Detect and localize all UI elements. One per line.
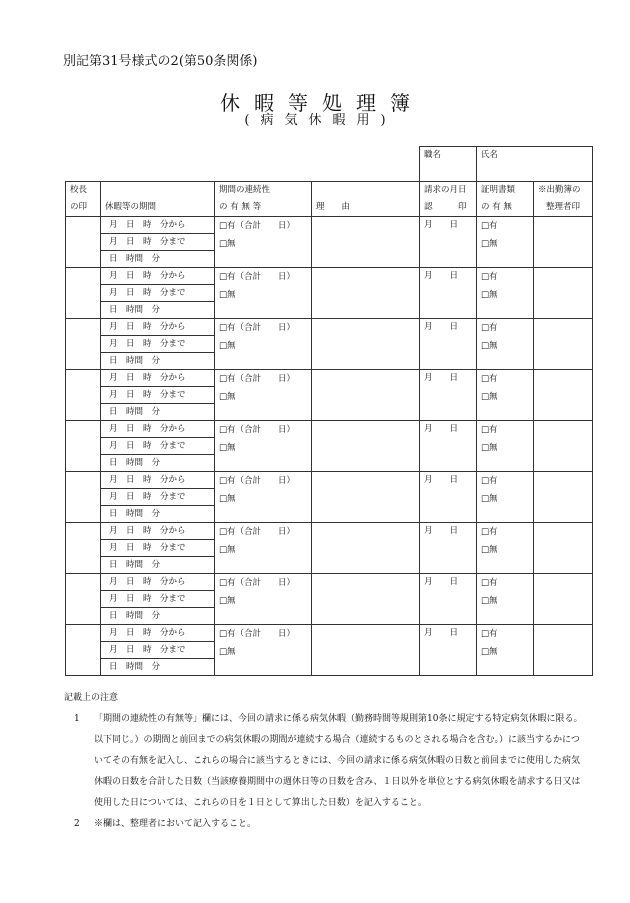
leave-entry-row bbox=[66, 625, 593, 676]
continuity-no-checkbox[interactable]: □無 bbox=[219, 290, 236, 300]
continuity-cell[interactable] bbox=[215, 268, 312, 319]
col-continuity: 期間の連続性 の 有 無 等 bbox=[215, 182, 312, 217]
registrar-seal-cell[interactable] bbox=[534, 217, 593, 268]
certificate-no-checkbox[interactable]: □無 bbox=[481, 494, 498, 504]
notes-heading: 記載上の注意 bbox=[64, 693, 119, 703]
certificate-cell[interactable] bbox=[477, 217, 534, 268]
principal-seal-cell[interactable] bbox=[66, 421, 101, 472]
reason-cell[interactable] bbox=[312, 268, 420, 319]
period-duration: 日 時間 分 bbox=[109, 662, 161, 672]
registrar-seal-cell[interactable] bbox=[534, 472, 593, 523]
certificate-yes-checkbox[interactable]: □有 bbox=[481, 221, 498, 231]
continuity-cell[interactable] bbox=[215, 319, 312, 370]
certificate-no-checkbox[interactable]: □無 bbox=[481, 443, 498, 453]
principal-seal-cell[interactable] bbox=[66, 625, 101, 676]
certificate-yes-checkbox[interactable]: □有 bbox=[481, 425, 498, 435]
period-to: 月 日 時 分まで bbox=[101, 591, 214, 608]
period-duration: 日 時間 分 bbox=[109, 305, 161, 315]
request-date-cell[interactable]: 月 日 bbox=[420, 421, 477, 472]
continuity-cell[interactable] bbox=[215, 523, 312, 574]
continuity-no-checkbox[interactable]: □無 bbox=[219, 443, 236, 453]
registrar-seal-cell[interactable] bbox=[534, 319, 593, 370]
continuity-no-checkbox[interactable]: □無 bbox=[219, 545, 236, 555]
registrar-seal-cell[interactable] bbox=[534, 370, 593, 421]
reason-cell[interactable] bbox=[312, 523, 420, 574]
period-from: 月 日 時 分から bbox=[101, 625, 214, 642]
leave-period-cell[interactable] bbox=[101, 217, 215, 268]
leave-entry-row bbox=[66, 319, 593, 370]
registrar-seal-cell[interactable] bbox=[534, 574, 593, 625]
reason-cell[interactable] bbox=[312, 370, 420, 421]
leave-period-cell[interactable] bbox=[101, 574, 215, 625]
period-duration: 日 時間 分 bbox=[109, 254, 161, 264]
leave-entry-row bbox=[66, 370, 593, 421]
certificate-cell[interactable] bbox=[477, 370, 534, 421]
continuity-yes-checkbox[interactable]: □有（合計 日） bbox=[219, 476, 296, 486]
continuity-yes-checkbox[interactable]: □有（合計 日） bbox=[219, 527, 296, 537]
certificate-no-checkbox[interactable]: □無 bbox=[481, 647, 498, 657]
leave-period-cell[interactable] bbox=[101, 268, 215, 319]
continuity-yes-checkbox[interactable]: □有（合計 日） bbox=[219, 323, 296, 333]
certificate-yes-checkbox[interactable]: □有 bbox=[481, 527, 498, 537]
form-reference: 別記第31号様式の2(第50条関係) bbox=[63, 54, 258, 69]
leave-period-cell[interactable] bbox=[101, 472, 215, 523]
certificate-no-checkbox[interactable]: □無 bbox=[481, 596, 498, 606]
continuity-no-checkbox[interactable]: □無 bbox=[219, 494, 236, 504]
certificate-yes-checkbox[interactable]: □有 bbox=[481, 578, 498, 588]
certificate-no-checkbox[interactable]: □無 bbox=[481, 341, 498, 351]
reason-cell[interactable] bbox=[312, 574, 420, 625]
continuity-no-checkbox[interactable]: □無 bbox=[219, 239, 236, 249]
note-item-1: 1 「期間の連続性の有無等」欄には、今回の請求に係る病気休暇（勤務時間等規則第10条に規定する特定病気休暇に限る。以下同じ。）の期間と前回までの病気休暇の期間が連続する場合（連続するものとされる場合を含む。）に該当するかについてその有無を記入し、これらの場合に該当するときには、今回の請求に係る病気休暇の日数と前回までに使用した病気休暇の日数を合計した日数（当該療養期間中の週休日等の日数を含み、１日以外を単位とする病気休暇を請求する日又は使用した日については、これらの日を１日として算出した日数）を記入すること。 bbox=[74, 714, 583, 808]
certificate-cell[interactable] bbox=[477, 268, 534, 319]
period-to: 月 日 時 分まで bbox=[101, 438, 214, 455]
leave-entry-row bbox=[66, 268, 593, 319]
period-from: 月 日 時 分から bbox=[101, 217, 214, 234]
form-title: 休暇等処理簿 bbox=[220, 91, 424, 115]
certificate-yes-checkbox[interactable]: □有 bbox=[481, 374, 498, 384]
certificate-cell[interactable] bbox=[477, 319, 534, 370]
period-from: 月 日 時 分から bbox=[101, 523, 214, 540]
request-date-cell[interactable]: 月 日 bbox=[420, 319, 477, 370]
leave-period-cell[interactable] bbox=[101, 625, 215, 676]
period-to: 月 日 時 分まで bbox=[101, 489, 214, 506]
certificate-yes-checkbox[interactable]: □有 bbox=[481, 323, 498, 333]
certificate-cell[interactable] bbox=[477, 523, 534, 574]
col-leave-period: 休暇等の期間 bbox=[101, 182, 215, 217]
request-date-cell[interactable]: 月 日 bbox=[420, 217, 477, 268]
continuity-cell[interactable] bbox=[215, 625, 312, 676]
certificate-cell[interactable] bbox=[477, 472, 534, 523]
certificate-cell[interactable] bbox=[477, 574, 534, 625]
notes-section bbox=[64, 688, 584, 835]
continuity-yes-checkbox[interactable]: □有（合計 日） bbox=[219, 272, 296, 282]
name-cell[interactable]: 氏名 bbox=[477, 147, 593, 182]
continuity-cell[interactable] bbox=[215, 574, 312, 625]
period-duration: 日 時間 分 bbox=[109, 458, 161, 468]
principal-seal-cell[interactable] bbox=[66, 217, 101, 268]
certificate-yes-checkbox[interactable]: □有 bbox=[481, 272, 498, 282]
principal-seal-cell[interactable] bbox=[66, 472, 101, 523]
leave-period-cell[interactable] bbox=[101, 319, 215, 370]
period-from: 月 日 時 分から bbox=[101, 472, 214, 489]
certificate-yes-checkbox[interactable]: □有 bbox=[481, 629, 498, 639]
certificate-no-checkbox[interactable]: □無 bbox=[481, 392, 498, 402]
col-reason: 理 由 bbox=[312, 182, 420, 217]
period-duration: 日 時間 分 bbox=[109, 509, 161, 519]
col-request-date: 請求の月日 認 印 bbox=[420, 182, 477, 217]
period-duration: 日 時間 分 bbox=[109, 611, 161, 621]
continuity-no-checkbox[interactable]: □無 bbox=[219, 392, 236, 402]
period-to: 月 日 時 分まで bbox=[101, 234, 214, 251]
reason-cell[interactable] bbox=[312, 319, 420, 370]
header-row-columns bbox=[66, 182, 593, 217]
leave-entry-row bbox=[66, 217, 593, 268]
leave-entry-row bbox=[66, 472, 593, 523]
principal-seal-cell[interactable] bbox=[66, 523, 101, 574]
period-to: 月 日 時 分まで bbox=[101, 540, 214, 557]
leave-entry-row bbox=[66, 523, 593, 574]
registrar-seal-cell[interactable] bbox=[534, 523, 593, 574]
period-to: 月 日 時 分まで bbox=[101, 336, 214, 353]
reason-cell[interactable] bbox=[312, 421, 420, 472]
request-date-cell[interactable]: 月 日 bbox=[420, 370, 477, 421]
certificate-no-checkbox[interactable]: □無 bbox=[481, 239, 498, 249]
period-duration: 日 時間 分 bbox=[109, 356, 161, 366]
request-date-cell[interactable]: 月 日 bbox=[420, 472, 477, 523]
registrar-seal-cell[interactable] bbox=[534, 268, 593, 319]
leave-entry-row bbox=[66, 421, 593, 472]
continuity-cell[interactable] bbox=[215, 370, 312, 421]
certificate-no-checkbox[interactable]: □無 bbox=[481, 290, 498, 300]
reason-cell[interactable] bbox=[312, 217, 420, 268]
leave-period-cell[interactable] bbox=[101, 370, 215, 421]
certificate-yes-checkbox[interactable]: □有 bbox=[481, 476, 498, 486]
leave-period-cell[interactable] bbox=[101, 523, 215, 574]
col-registrar-seal: ※出勤簿の 整理者印 bbox=[534, 182, 593, 217]
request-date-cell[interactable]: 月 日 bbox=[420, 574, 477, 625]
continuity-no-checkbox[interactable]: □無 bbox=[219, 647, 236, 657]
form-subtitle: (病気休暇用) bbox=[244, 113, 397, 128]
reason-cell[interactable] bbox=[312, 625, 420, 676]
col-principal-seal: 校長 の印 bbox=[66, 182, 101, 217]
request-date-cell[interactable]: 月 日 bbox=[420, 523, 477, 574]
period-from: 月 日 時 分から bbox=[101, 421, 214, 438]
request-date-cell[interactable]: 月 日 bbox=[420, 268, 477, 319]
col-certificate: 証明書類 の 有 無 bbox=[477, 182, 534, 217]
note-item-1-text: 「期間の連続性の有無等」欄には、今回の請求に係る病気休暇（勤務時間等規則第10条に規定する特定病気休暇に限る。以下同じ。）の期間と前回までの病気休暇の期間が連続する場合（連続するものとされる場合を含む。）に該当するかについてその有無を記入し、これらの場合に該当するときには、今回の請求に係る病気休暇の日数と前回までに使用した病気休暇の日数を合計した日数（当該療養期間中の週休日等の日数を含み、１日以外を単位とする病気休暇を請求する日又は使用した日については、これらの日を１日として算出した日数）を記入すること。 bbox=[94, 714, 583, 808]
principal-seal-cell[interactable] bbox=[66, 574, 101, 625]
note-item-2-text: ※欄は、整理者において記入すること。 bbox=[94, 819, 257, 829]
continuity-yes-checkbox[interactable]: □有（合計 日） bbox=[219, 374, 296, 384]
continuity-yes-checkbox[interactable]: □有（合計 日） bbox=[219, 425, 296, 435]
period-to: 月 日 時 分まで bbox=[101, 642, 214, 659]
note-item-2: 2 ※欄は、整理者において記入すること。 bbox=[74, 819, 257, 829]
period-duration: 日 時間 分 bbox=[109, 560, 161, 570]
period-from: 月 日 時 分から bbox=[101, 370, 214, 387]
registrar-seal-cell[interactable] bbox=[534, 421, 593, 472]
continuity-yes-checkbox[interactable]: □有（合計 日） bbox=[219, 629, 296, 639]
principal-seal-cell[interactable] bbox=[66, 370, 101, 421]
leave-period-cell[interactable] bbox=[101, 421, 215, 472]
period-to: 月 日 時 分まで bbox=[101, 285, 214, 302]
certificate-cell[interactable] bbox=[477, 421, 534, 472]
principal-seal-cell[interactable] bbox=[66, 319, 101, 370]
header-row-name bbox=[66, 147, 593, 182]
registrar-seal-cell[interactable] bbox=[534, 625, 593, 676]
continuity-yes-checkbox[interactable]: □有（合計 日） bbox=[219, 578, 296, 588]
continuity-no-checkbox[interactable]: □無 bbox=[219, 596, 236, 606]
continuity-no-checkbox[interactable]: □無 bbox=[219, 341, 236, 351]
continuity-yes-checkbox[interactable]: □有（合計 日） bbox=[219, 221, 296, 231]
header-blank bbox=[66, 147, 420, 182]
reason-cell[interactable] bbox=[312, 472, 420, 523]
period-from: 月 日 時 分から bbox=[101, 574, 214, 591]
period-to: 月 日 時 分まで bbox=[101, 387, 214, 404]
leave-entry-row bbox=[66, 574, 593, 625]
job-title-cell[interactable]: 職名 bbox=[420, 147, 477, 182]
principal-seal-cell[interactable] bbox=[66, 268, 101, 319]
period-from: 月 日 時 分から bbox=[101, 319, 214, 336]
leave-record-table bbox=[65, 146, 593, 676]
request-date-cell[interactable]: 月 日 bbox=[420, 625, 477, 676]
continuity-cell[interactable] bbox=[215, 217, 312, 268]
period-duration: 日 時間 分 bbox=[109, 407, 161, 417]
continuity-cell[interactable] bbox=[215, 421, 312, 472]
continuity-cell[interactable] bbox=[215, 472, 312, 523]
period-from: 月 日 時 分から bbox=[101, 268, 214, 285]
certificate-no-checkbox[interactable]: □無 bbox=[481, 545, 498, 555]
certificate-cell[interactable] bbox=[477, 625, 534, 676]
